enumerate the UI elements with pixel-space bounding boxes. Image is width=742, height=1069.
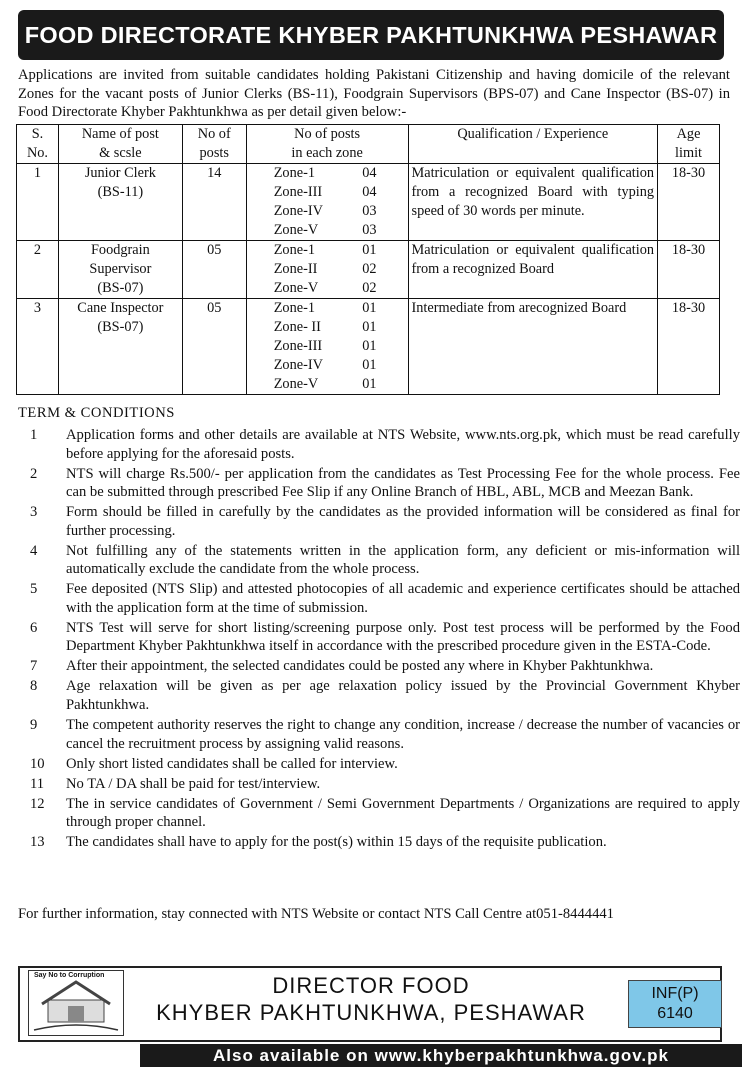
row-age: 18-30	[658, 164, 720, 241]
list-item: 5 Fee deposited (NTS Slip) and attested photocopies of all academic and experience certificates should be attached with the application form at the time of submission.	[30, 581, 740, 616]
row-no-posts: 14	[182, 164, 246, 241]
terms-heading: TERM & CONDITIONS	[18, 405, 175, 421]
page-title: FOOD DIRECTORATE KHYBER PAKHTUNKHWA PESHAWAR	[18, 10, 724, 60]
row-age: 18-30	[658, 241, 720, 299]
list-item: 12 The in service candidates of Government / Semi Government Departments / Organizations are required to apply through proper channel.	[30, 795, 740, 831]
list-item: 13 The candidates shall have to apply for the post(s) within 15 days of the requisite publication.	[30, 834, 607, 851]
header-no-posts: No of posts	[182, 125, 246, 164]
list-item: 10 Only short listed candidates shall be called for interview.	[30, 755, 398, 772]
row-zones: Zone-1 04 Zone-III 04 Zone-IV 03 Zone-V 03	[246, 164, 408, 241]
list-item: 3 Form should be filled in carefully by the candidates as the provided information will be considered as final for further processing.	[30, 504, 740, 539]
list-item: 11 No TA / DA shall be paid for test/interview.	[30, 775, 321, 792]
list-item: 9 The competent authority reserves the right to change any condition, increase / decrease the number of vacancies or cancel the recruitment process by assigning valid reasons.	[30, 717, 740, 752]
header-age: Age limit	[658, 125, 720, 164]
row-qualification: Intermediate from arecognized Board	[408, 299, 658, 395]
row-sno: 2	[17, 241, 59, 299]
list-item: 4 Not fulfilling any of the statements written in the application form, any deficient or mis-information will automatically exclude the candidate from the whole process.	[30, 542, 740, 578]
list-item: 6 NTS Test will serve for short listing/screening purpose only. Post test process will be performed by the Food Department Khyber Pakhtunkhwa itself in accordance with the prescribed procedure given in the ESTA-Code.	[30, 619, 740, 655]
row-zones: Zone-1 01 Zone- II 01 Zone-III 01 Zone-IV 01 Zone-V 01	[246, 299, 408, 395]
row-no-posts: 05	[182, 241, 246, 299]
header-sno: S. No.	[17, 125, 59, 164]
list-item: 2 NTS will charge Rs.500/- per application from the candidates as Test Processing Fee for the whole process. Fee can be submitted through prescribed Fee Slip if any Online Branch of HBL, ABL, MCB and Meezan Bank.	[30, 465, 740, 501]
director-title: DIRECTOR FOOD	[272, 973, 470, 998]
header-zones: No of posts in each zone	[246, 125, 408, 164]
contact-info: For further information, stay connected with NTS Website or contact NTS Call Centre at051-8444441	[18, 906, 614, 922]
intro-paragraph: Applications are invited from suitable candidates holding Pakistani Citizenship and having domicile of the relevant Zones for the vacant posts of Junior Clerks (BS-11), Foodgrain Supervisors (BPS-07) and Cane Inspector (BS-07) in Food Directorate Khyber Pakhtunkhwa as per detail given below:-	[18, 67, 730, 121]
vacancy-table	[16, 124, 720, 395]
row-post-name: Junior Clerk (BS-11)	[58, 164, 182, 241]
terms-list	[18, 426, 740, 853]
row-post-name: Foodgrain Supervisor (BS-07)	[58, 241, 182, 299]
inf-number: 6140	[657, 1005, 693, 1022]
list-item: 1 Application forms and other details are available at NTS Website, www.nts.org.pk, which must be read carefully before applying for the aforesaid posts.	[30, 427, 740, 462]
table-row	[17, 299, 720, 395]
row-no-posts: 05	[182, 299, 246, 395]
header-qualification: Qualification / Experience	[408, 125, 658, 164]
row-qualification: Matriculation or equivalent qualification from a recognized Board	[408, 241, 658, 299]
table-row	[17, 164, 720, 241]
director-block	[136, 972, 606, 1026]
row-sno: 3	[17, 299, 59, 395]
row-qualification: Matriculation or equivalent qualification from a recognized Board with typing speed of 30 words per minute.	[408, 164, 658, 241]
row-age: 18-30	[658, 299, 720, 395]
header-post-name: Name of post & scsle	[58, 125, 182, 164]
website-banner: Also available on www.khyberpakhtunkhwa.gov.pk	[140, 1044, 742, 1067]
table-row	[17, 241, 720, 299]
row-sno: 1	[17, 164, 59, 241]
list-item: 7 After their appointment, the selected candidates could be posted any where in Khyber Pakhtunkhwa.	[30, 658, 654, 675]
anti-corruption-logo	[28, 970, 124, 1036]
list-item: 8 Age relaxation will be given as per age relaxation policy issued by the Provincial Government Khyber Pakhtunkhwa.	[30, 678, 740, 714]
table-header-row	[17, 125, 720, 164]
logo-emblem-icon	[28, 970, 124, 1036]
inf-label: INF(P)	[651, 985, 699, 1002]
row-zones: Zone-1 01 Zone-II 02 Zone-V 02	[246, 241, 408, 299]
logo-caption: Say No to Corruption	[34, 972, 105, 979]
director-location: KHYBER PAKHTUNKHWA, PESHAWAR	[156, 1000, 586, 1025]
row-post-name: Cane Inspector (BS-07)	[58, 299, 182, 395]
inf-number-badge	[628, 980, 722, 1028]
